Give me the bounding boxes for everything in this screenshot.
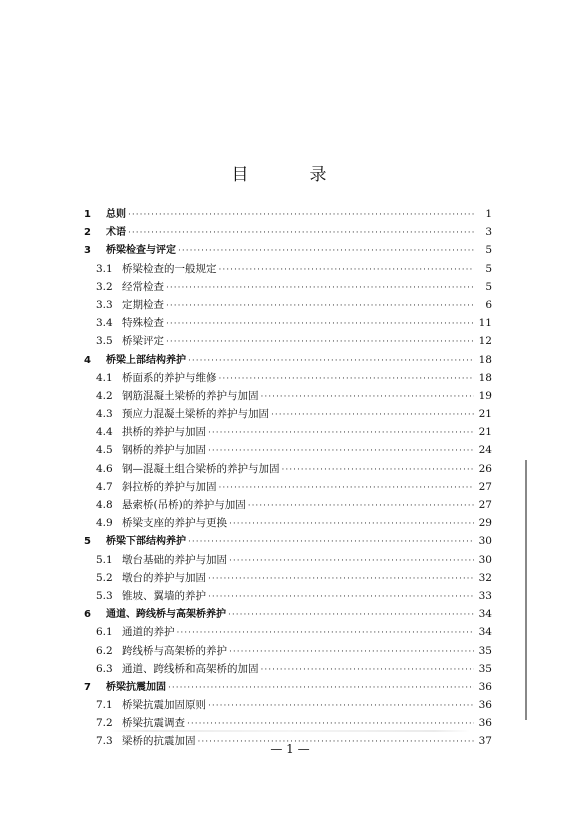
toc-section-entry[interactable] (84, 423, 492, 441)
toc-chapter-entry[interactable] (84, 605, 492, 623)
toc-leader-dots (166, 333, 474, 351)
toc-entry-label: 钢筋混凝土梁桥的养护与加固 (122, 389, 259, 402)
toc-entry-number: 6.3 (96, 662, 113, 675)
toc-entry-label: 术语 (106, 227, 126, 239)
toc-entry-label: 桥梁检查与评定 (106, 245, 176, 257)
toc-entry-label: 桥面系的养护与维修 (122, 371, 217, 384)
toc-entry-number: 4 (84, 354, 91, 366)
toc-section-entry[interactable] (84, 296, 492, 314)
toc-section-entry[interactable] (84, 551, 492, 569)
toc-entry-number: 4.4 (96, 426, 113, 439)
toc-entry-label: 定期检查 (122, 298, 164, 311)
toc-section-entry[interactable] (84, 514, 492, 532)
toc-entry-page: 26 (478, 462, 492, 475)
toc-entry-label: 桥梁检查的一般规定 (122, 262, 217, 275)
toc-entry-page: 36 (478, 717, 492, 730)
toc-entry-label: 桥梁抗震调查 (122, 717, 185, 730)
toc-leader-dots (219, 261, 475, 279)
toc-entry-number: 7.2 (96, 717, 113, 730)
toc-leader-dots (229, 643, 474, 661)
toc-leader-dots (229, 515, 474, 533)
toc-entry-number: 3.2 (96, 280, 113, 293)
toc-entry-page: 35 (478, 644, 492, 657)
toc-entry-number: 5.1 (96, 553, 113, 566)
toc-entry-number: 3.3 (96, 298, 113, 311)
toc-entry-page: 32 (478, 571, 492, 584)
toc-leader-dots (178, 242, 474, 260)
toc-entry-page: 21 (478, 426, 492, 439)
toc-section-entry[interactable] (84, 569, 492, 587)
toc-leader-dots (248, 497, 474, 515)
toc-section-entry[interactable] (84, 623, 492, 641)
toc-section-entry[interactable] (84, 405, 492, 423)
toc-entry-label: 钢—混凝土组合梁桥的养护与加固 (122, 462, 280, 475)
toc-section-entry[interactable] (84, 660, 492, 678)
toc-entry-number: 1 (84, 209, 91, 220)
toc-section-entry[interactable] (84, 387, 492, 405)
toc-entry-label: 桥梁抗震加固原则 (122, 699, 206, 712)
page-edge-line (525, 460, 527, 720)
toc-section-entry[interactable] (84, 460, 492, 478)
toc-section-entry[interactable] (84, 441, 492, 459)
toc-entry-page: 34 (478, 626, 492, 639)
toc-entry-number: 4.1 (96, 371, 113, 384)
toc-entry-number: 5 (84, 536, 91, 548)
table-of-contents (84, 205, 492, 751)
toc-entry-page: 33 (478, 589, 492, 602)
toc-entry-label: 桥梁下部结构养护 (106, 536, 186, 548)
toc-leader-dots (166, 315, 474, 333)
toc-entry-label: 桥梁抗震加固 (106, 681, 166, 693)
toc-entry-number: 4.7 (96, 480, 113, 493)
toc-entry-number: 3.1 (96, 262, 113, 275)
toc-leader-dots (188, 533, 474, 551)
toc-leader-dots (188, 352, 474, 370)
toc-section-entry[interactable] (84, 587, 492, 605)
toc-leader-dots (229, 552, 474, 570)
toc-leader-dots (219, 479, 475, 497)
toc-entry-label: 桥梁评定 (122, 335, 164, 348)
toc-entry-label: 桥梁支座的养护与更换 (122, 517, 227, 530)
toc-entry-page: 5 (485, 280, 492, 293)
toc-leader-dots (228, 606, 474, 624)
toc-entry-page: 12 (478, 335, 492, 348)
scan-artifact (110, 730, 470, 732)
toc-entry-label: 斜拉桥的养护与加固 (122, 480, 217, 493)
toc-entry-label: 跨线桥与高架桥的养护 (122, 644, 227, 657)
toc-leader-dots (282, 461, 475, 479)
toc-entry-number: 4.6 (96, 462, 113, 475)
toc-entry-number: 3.4 (96, 317, 113, 330)
toc-section-entry[interactable] (84, 260, 492, 278)
toc-section-entry[interactable] (84, 642, 492, 660)
toc-entry-number: 4.9 (96, 517, 113, 530)
toc-entry-page: 5 (485, 244, 492, 257)
toc-section-entry[interactable] (84, 369, 492, 387)
toc-entry-page: 29 (478, 517, 492, 530)
toc-chapter-entry[interactable] (84, 678, 492, 696)
toc-leader-dots (168, 679, 474, 697)
toc-entry-number: 6 (84, 609, 91, 621)
toc-entry-label: 锥坡、翼墙的养护 (122, 589, 206, 602)
toc-section-entry[interactable] (84, 332, 492, 350)
toc-entry-page: 18 (478, 371, 492, 384)
toc-entry-number: 4.5 (96, 444, 113, 457)
toc-entry-label: 桥梁上部结构养护 (106, 354, 186, 366)
toc-section-entry[interactable] (84, 478, 492, 496)
toc-entry-page: 36 (478, 680, 492, 693)
toc-entry-page: 36 (478, 699, 492, 712)
toc-chapter-entry[interactable] (84, 532, 492, 550)
toc-chapter-entry[interactable] (84, 223, 492, 241)
toc-entry-page: 27 (478, 499, 492, 511)
toc-entry-label: 通道、跨线桥和高架桥的加固 (122, 662, 259, 675)
toc-leader-dots (166, 279, 474, 297)
toc-entry-page: 27 (478, 480, 492, 493)
page-number-footer: — 1 — (270, 742, 310, 756)
toc-entry-number: 4.2 (96, 389, 113, 402)
toc-leader-dots (208, 570, 474, 588)
toc-leader-dots (208, 697, 474, 715)
toc-section-entry[interactable] (84, 496, 492, 514)
toc-entry-label: 经常检查 (122, 280, 164, 293)
toc-entry-number: 6.2 (96, 644, 113, 657)
toc-entry-number: 7.1 (96, 699, 113, 712)
page-title: 目 录 (231, 165, 349, 185)
toc-entry-number: 3.5 (96, 335, 113, 348)
toc-entry-label: 通道的养护 (122, 626, 175, 639)
toc-entry-page: 1 (485, 208, 492, 220)
toc-entry-label: 总则 (106, 209, 126, 220)
toc-entry-number: 7.3 (96, 735, 113, 748)
toc-entry-page: 34 (478, 608, 492, 621)
toc-entry-number: 4.3 (96, 408, 113, 421)
toc-entry-page: 5 (485, 262, 492, 275)
toc-chapter-entry[interactable] (84, 351, 492, 369)
toc-leader-dots (271, 406, 474, 424)
toc-entry-label: 通道、跨线桥与高架桥养护 (106, 609, 226, 621)
toc-leader-dots (261, 661, 475, 679)
toc-entry-label: 特殊检查 (122, 317, 164, 330)
toc-entry-page: 37 (478, 735, 492, 748)
toc-leader-dots (219, 370, 475, 388)
toc-section-entry[interactable] (84, 696, 492, 714)
toc-entry-page: 30 (478, 535, 492, 548)
toc-entry-page: 35 (478, 662, 492, 675)
toc-entry-number: 7 (84, 681, 91, 693)
toc-leader-dots (208, 442, 474, 460)
toc-section-entry[interactable] (84, 314, 492, 332)
toc-entry-page: 11 (478, 317, 492, 330)
toc-entry-page: 30 (478, 553, 492, 566)
toc-leader-dots (166, 297, 474, 315)
toc-leader-dots (128, 206, 474, 224)
toc-chapter-entry[interactable] (84, 205, 492, 223)
toc-leader-dots (208, 588, 474, 606)
toc-entry-page: 21 (478, 408, 492, 421)
toc-leader-dots (128, 224, 474, 242)
toc-entry-number: 5.3 (96, 589, 113, 602)
toc-entry-label: 悬索桥(吊桥)的养护与加固 (122, 499, 246, 511)
toc-section-entry[interactable] (84, 278, 492, 296)
toc-entry-number: 3 (84, 245, 91, 257)
toc-entry-label: 墩台的养护与加固 (122, 571, 206, 584)
toc-entry-label: 钢桥的养护与加固 (122, 444, 206, 457)
toc-entry-number: 5.2 (96, 571, 113, 584)
toc-chapter-entry[interactable] (84, 241, 492, 259)
toc-entry-page: 24 (478, 444, 492, 457)
toc-entry-page: 3 (485, 226, 492, 239)
toc-entry-label: 梁桥的抗震加固 (122, 735, 196, 748)
toc-leader-dots (208, 424, 474, 442)
toc-entry-number: 6.1 (96, 626, 113, 639)
toc-entry-label: 预应力混凝土梁桥的养护与加固 (122, 408, 269, 421)
toc-entry-label: 拱桥的养护与加固 (122, 426, 206, 439)
toc-entry-page: 19 (478, 389, 492, 402)
toc-entry-number: 4.8 (96, 499, 113, 511)
toc-leader-dots (261, 388, 475, 406)
toc-entry-page: 18 (478, 353, 492, 366)
toc-entry-number: 2 (84, 227, 91, 239)
toc-entry-label: 墩台基础的养护与加固 (122, 553, 227, 566)
toc-leader-dots (177, 624, 475, 642)
toc-entry-page: 6 (485, 298, 492, 311)
